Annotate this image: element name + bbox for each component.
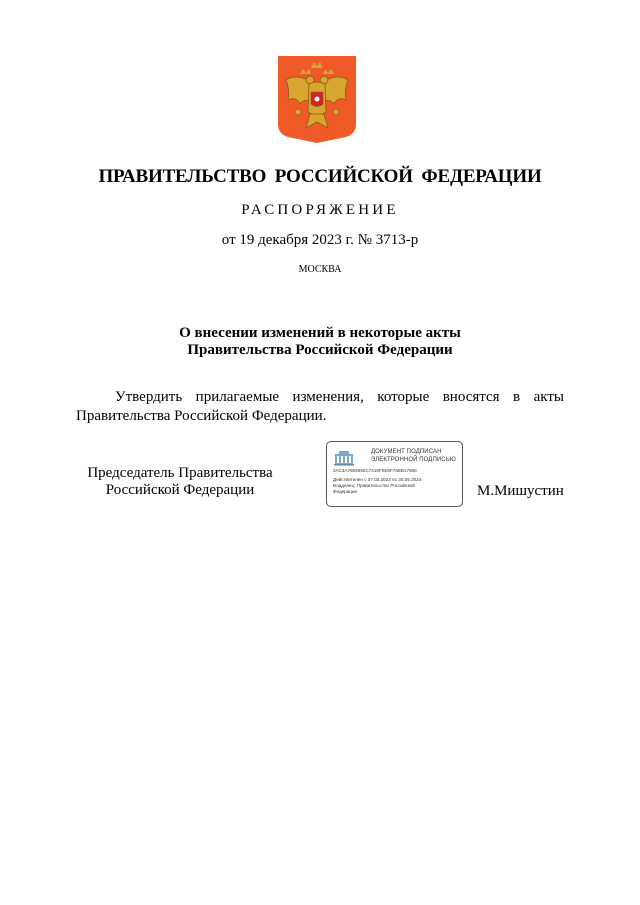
stamp-title-line-1: ДОКУМЕНТ ПОДПИСАН — [371, 449, 442, 455]
subject-line-2: Правительства Российской Федерации — [187, 342, 453, 358]
document-type: РАСПОРЯЖЕНИЕ — [241, 202, 399, 218]
stamp-title — [371, 449, 461, 464]
certificate-owner-line-2: Федерации — [333, 489, 358, 494]
document-subject — [0, 325, 640, 359]
subject-line-1: О внесении изменений в некоторые акты — [179, 325, 461, 341]
certificate-number: 2AC3A7605050C7416F0E6F76EB1780E — [333, 468, 418, 473]
certificate-owner-line-1: Владелец: Правительство Российской — [333, 483, 415, 488]
government-building-icon — [333, 448, 369, 466]
signer-position — [76, 465, 284, 499]
body-paragraph: Утвердить прилагаемые изменения, которые вносятся в акты Правительства Российской Федерации. — [76, 389, 564, 424]
stamp-title-line-2: ЭЛЕКТРОННОЙ ПОДПИСЬЮ — [371, 456, 456, 463]
signer-name: М.Мишустин — [477, 483, 564, 499]
organization-title: ПРАВИТЕЛЬСТВО РОССИЙСКОЙ ФЕДЕРАЦИИ — [98, 166, 542, 187]
certificate-validity: Действителен с 07.03.2023 по 30.05.2024 — [333, 477, 422, 482]
signer-position-line-1: Председатель Правительства — [87, 465, 273, 481]
city: МОСКВА — [298, 264, 342, 275]
document-date-number: от 19 декабря 2023 г. № 3713-р — [221, 232, 419, 248]
signer-position-line-2: Российской Федерации — [105, 482, 255, 498]
coat-of-arms-icon — [276, 54, 358, 144]
electronic-signature-stamp — [326, 441, 463, 507]
